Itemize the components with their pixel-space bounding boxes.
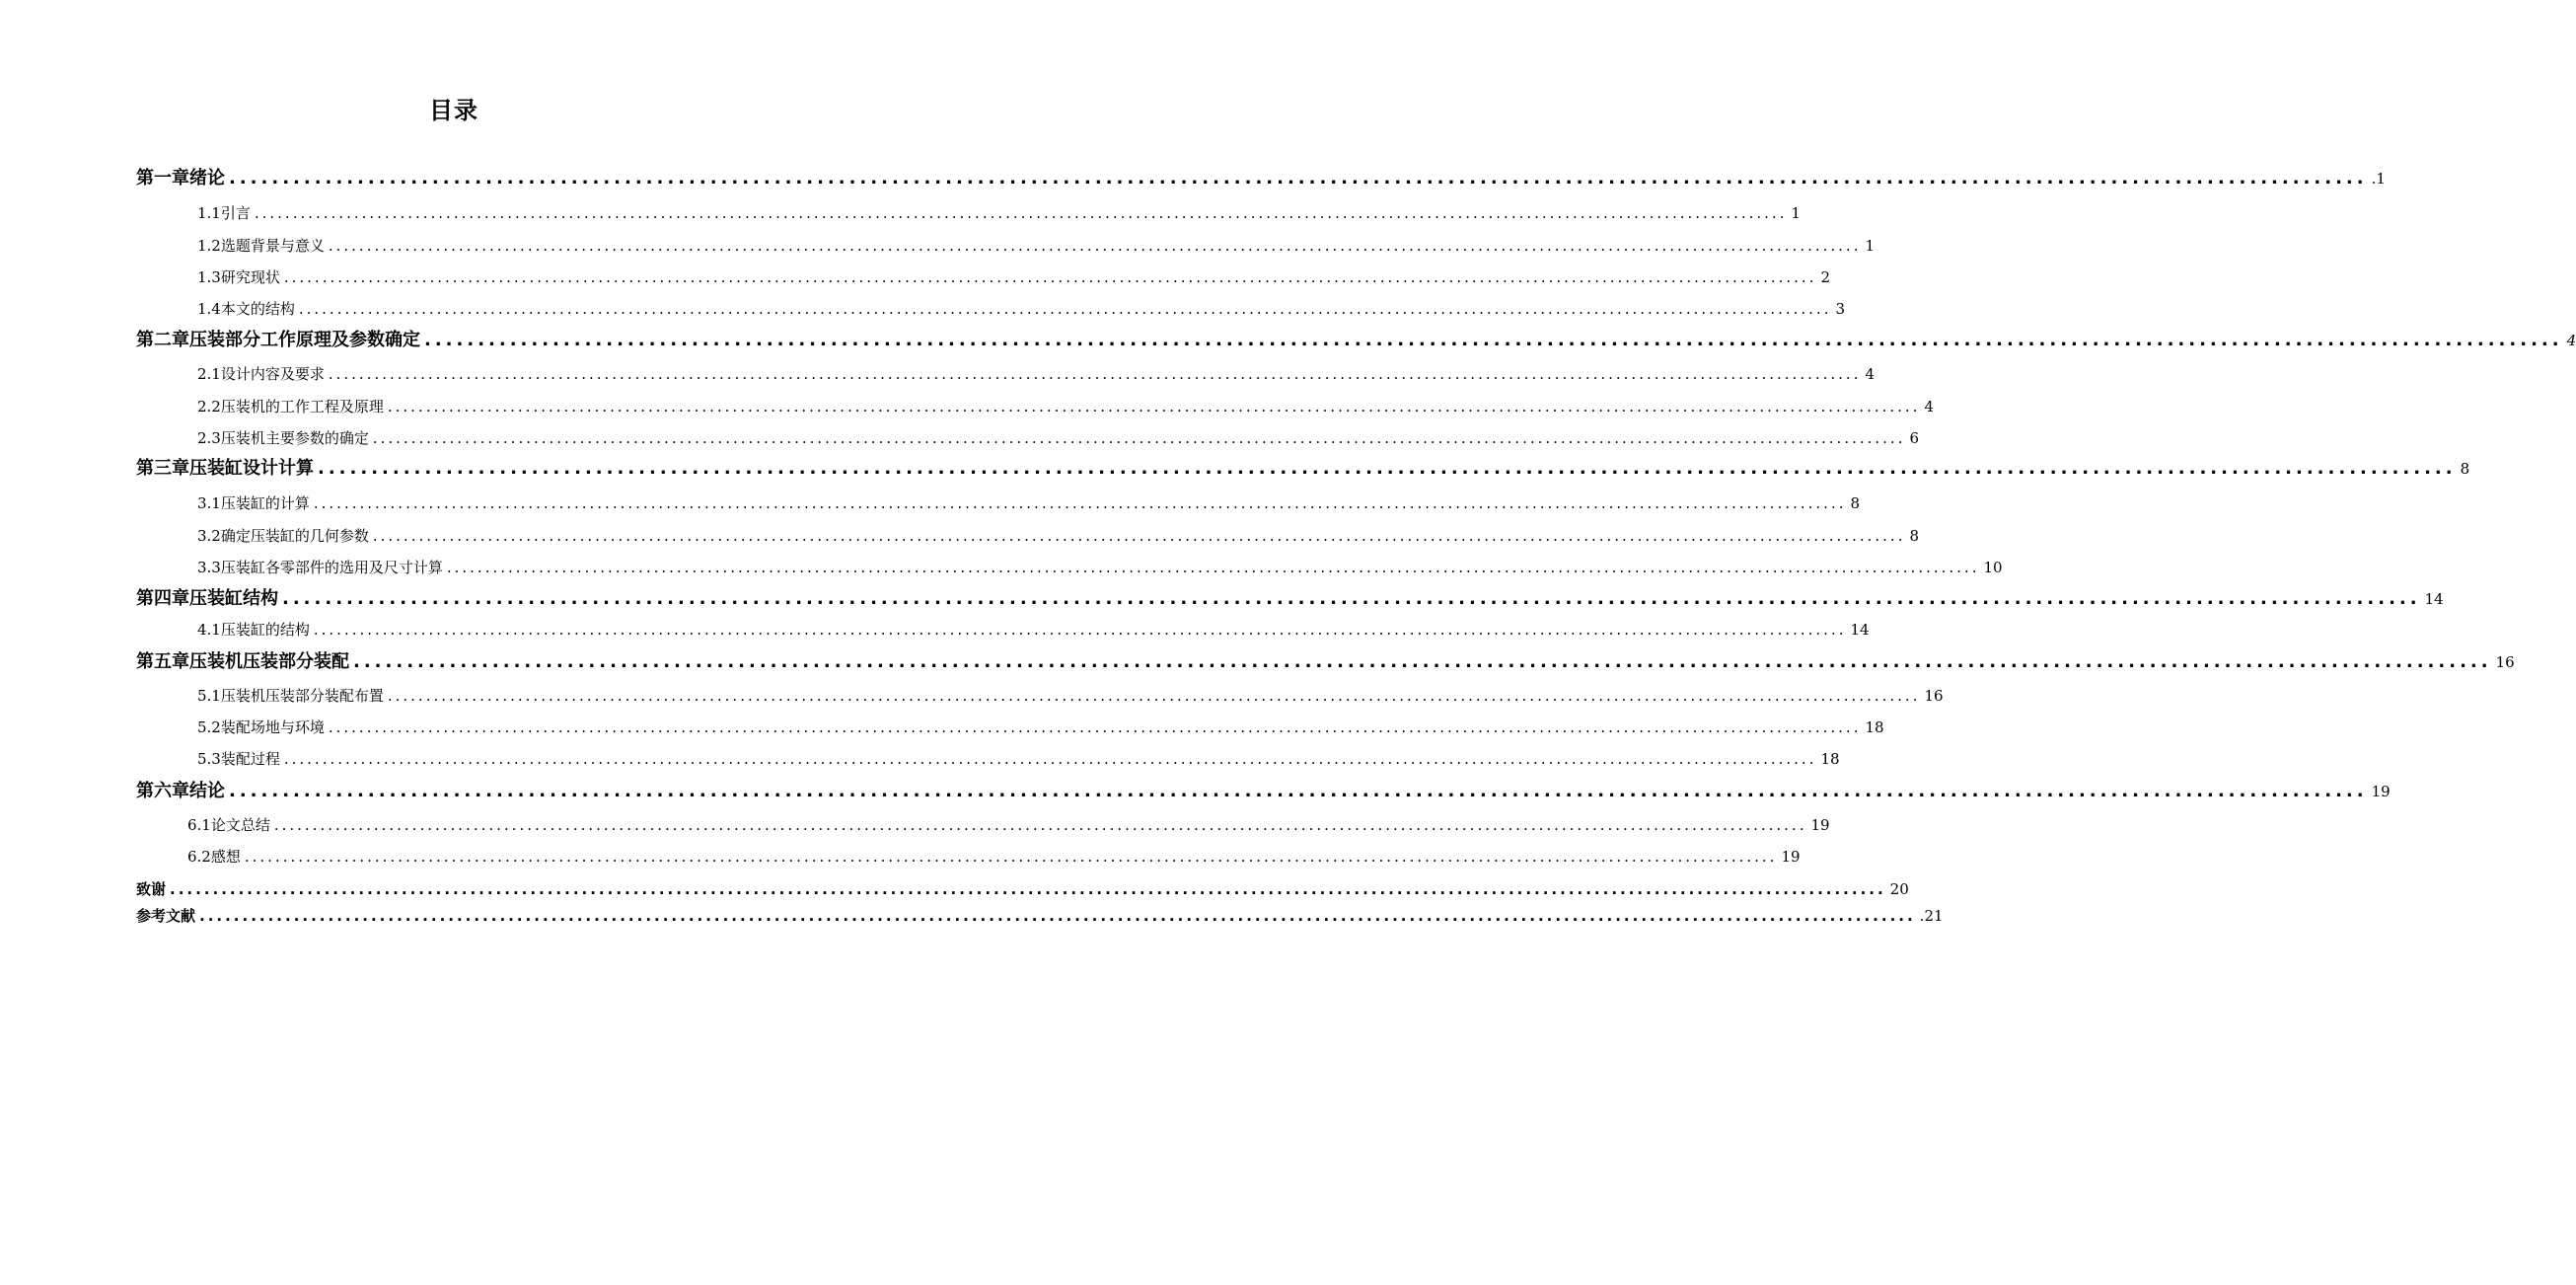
dot-leader: ........................................................................................................................................................................................................ [424, 330, 2563, 350]
toc-entry-label: 6.2感想 [187, 848, 241, 866]
dot-leader: ........................................................................................................................................................................................................ [313, 621, 1847, 639]
dot-leader: ........................................................................................................................................................................................................ [328, 237, 1862, 255]
dot-leader: ........................................................................................................................................................................................................ [298, 300, 1832, 318]
dot-leader: ........................................................................................................................................................................................................ [446, 559, 1980, 576]
toc-entry-section-2-1[interactable] [197, 363, 1876, 384]
dot-leader: ........................................................................................................................................................................................................ [283, 268, 1817, 286]
toc-entry-page: 10 [1983, 559, 2003, 576]
dot-leader: ........................................................................................................................................................................................................ [244, 848, 1778, 866]
dot-leader: ........................................................................................................................................................................................................ [229, 781, 2368, 801]
toc-entry-page: 8 [2460, 460, 2470, 478]
dot-leader: ........................................................................................................................................................................................................ [328, 718, 1862, 736]
toc-entry-label: 致谢 [136, 880, 167, 898]
toc-entry-page: 8 [1850, 494, 1861, 512]
toc-entry-section-5-3[interactable] [197, 748, 1840, 769]
toc-entry-section-6-2[interactable] [187, 846, 1801, 867]
dot-leader: ........................................................................................................................................................................................................ [170, 880, 1886, 898]
toc-entry-label: 2.1设计内容及要求 [197, 365, 325, 383]
dot-leader: ........................................................................................................................................................................................................ [328, 365, 1862, 383]
dot-leader: ........................................................................................................................................................................................................ [387, 687, 1921, 705]
toc-entry-chapter-4[interactable] [136, 584, 2444, 610]
toc-entry-page: .21 [1919, 907, 1944, 925]
toc-entry-label: 5.3装配过程 [197, 750, 280, 768]
dot-leader: ........................................................................................................................................................................................................ [353, 651, 2492, 672]
toc-entry-label: 2.3压装机主要参数的确定 [197, 429, 369, 447]
toc-entry-page: 14 [1850, 621, 1870, 639]
toc-entry-label: 1.1引言 [197, 204, 251, 222]
toc-entry-page: 18 [1820, 750, 1840, 768]
toc-entry-page: 3 [1835, 300, 1846, 318]
toc-entry-page: 6 [1909, 429, 1920, 447]
toc-entry-label: 2.2压装机的工作工程及原理 [197, 398, 384, 416]
toc-entry-page: 4 [1865, 365, 1876, 383]
toc-entry-section-1-4[interactable] [197, 298, 1846, 319]
toc-entry-label: 第三章压装缸设计计算 [136, 458, 314, 479]
dot-leader: ........................................................................................................................................................................................................ [372, 527, 1906, 545]
toc-entry-label: 第二章压装部分工作原理及参数确定 [136, 330, 420, 350]
toc-entry-label: 5.2装配场地与环境 [197, 718, 325, 736]
toc-entry-label: 4.1压装缸的结构 [197, 621, 310, 639]
page-title: 目录 [429, 97, 478, 124]
toc-entry-label: 3.2确定压装缸的几何参数 [197, 527, 369, 545]
toc-entry-chapter-3[interactable] [136, 454, 2470, 480]
toc-entry-page: 1 [1791, 204, 1802, 222]
toc-entry-page: 18 [1865, 718, 1884, 736]
dot-leader: ........................................................................................................................................................................................................ [199, 907, 1916, 925]
dot-leader: ........................................................................................................................................................................................................ [254, 204, 1788, 222]
toc-entry-page: 16 [2495, 653, 2515, 671]
toc-entry-page: 1 [1865, 237, 1876, 255]
toc-entry-label: 第六章结论 [136, 781, 225, 801]
toc-entry-chapter-6[interactable] [136, 777, 2391, 802]
toc-entry-page: 19 [2371, 783, 2391, 800]
toc-entry-section-3-1[interactable] [197, 492, 1861, 513]
toc-entry-page: 4 [1924, 398, 1935, 416]
toc-entry-chapter-2[interactable] [136, 326, 2576, 351]
toc-entry-section-3-3[interactable] [197, 557, 2003, 577]
dot-leader: ........................................................................................................................................................................................................ [282, 588, 2421, 609]
toc-entry-page: .1 [2371, 170, 2386, 188]
toc-entry-label: 第一章绪论 [136, 168, 225, 189]
toc-entry-chapter-5[interactable] [136, 647, 2515, 673]
toc-entry-page: 19 [1781, 848, 1801, 866]
dot-leader: ........................................................................................................................................................................................................ [313, 494, 1847, 512]
toc-entry-section-1-2[interactable] [197, 235, 1876, 256]
toc-entry-label: 第四章压装缸结构 [136, 588, 278, 609]
dot-leader: ........................................................................................................................................................................................................ [387, 398, 1921, 416]
dot-leader: ........................................................................................................................................................................................................ [372, 429, 1906, 447]
toc-entry-section-1-3[interactable] [197, 266, 1831, 287]
toc-entry-section-3-2[interactable] [197, 525, 1920, 546]
toc-entry-page: 2 [1820, 268, 1831, 286]
toc-entry-label: 5.1压装机压装部分装配布置 [197, 687, 384, 705]
toc-entry-chapter-1[interactable] [136, 164, 2386, 189]
toc-entry-label: 3.1压装缸的计算 [197, 494, 310, 512]
toc-entry-acknowledgements[interactable] [136, 878, 1909, 899]
toc-entry-section-1-1[interactable] [197, 202, 1802, 223]
toc-entry-page: 16 [1924, 687, 1944, 705]
toc-entry-section-5-2[interactable] [197, 717, 1884, 737]
dot-leader: ........................................................................................................................................................................................................ [229, 168, 2368, 189]
toc-entry-page: 19 [1810, 816, 1830, 834]
dot-leader: ........................................................................................................................................................................................................ [318, 458, 2457, 479]
toc-entry-label: 6.1论文总结 [187, 816, 270, 834]
toc-entry-section-2-2[interactable] [197, 396, 1935, 416]
toc-entry-page: 14 [2424, 590, 2444, 608]
toc-entry-label: 1.3研究现状 [197, 268, 280, 286]
toc-entry-label: 第五章压装机压装部分装配 [136, 651, 349, 672]
dot-leader: ........................................................................................................................................................................................................ [273, 816, 1807, 834]
toc-entry-page: 8 [1909, 527, 1920, 545]
toc-entry-label: 参考文献 [136, 907, 196, 925]
toc-entry-section-4-1[interactable] [197, 619, 1870, 640]
toc-entry-section-2-3[interactable] [197, 427, 1920, 448]
toc-entry-references[interactable] [136, 905, 1944, 926]
toc-entry-page: 4 [2566, 332, 2576, 349]
toc-entry-label: 1.2选题背景与意义 [197, 237, 325, 255]
toc-entry-page: 20 [1889, 880, 1909, 898]
toc-entry-label: 3.3压装缸各零部件的选用及尺寸计算 [197, 559, 443, 576]
dot-leader: ........................................................................................................................................................................................................ [283, 750, 1817, 768]
toc-entry-section-6-1[interactable] [187, 814, 1830, 835]
toc-entry-section-5-1[interactable] [197, 685, 1944, 706]
toc-entry-label: 1.4本文的结构 [197, 300, 295, 318]
